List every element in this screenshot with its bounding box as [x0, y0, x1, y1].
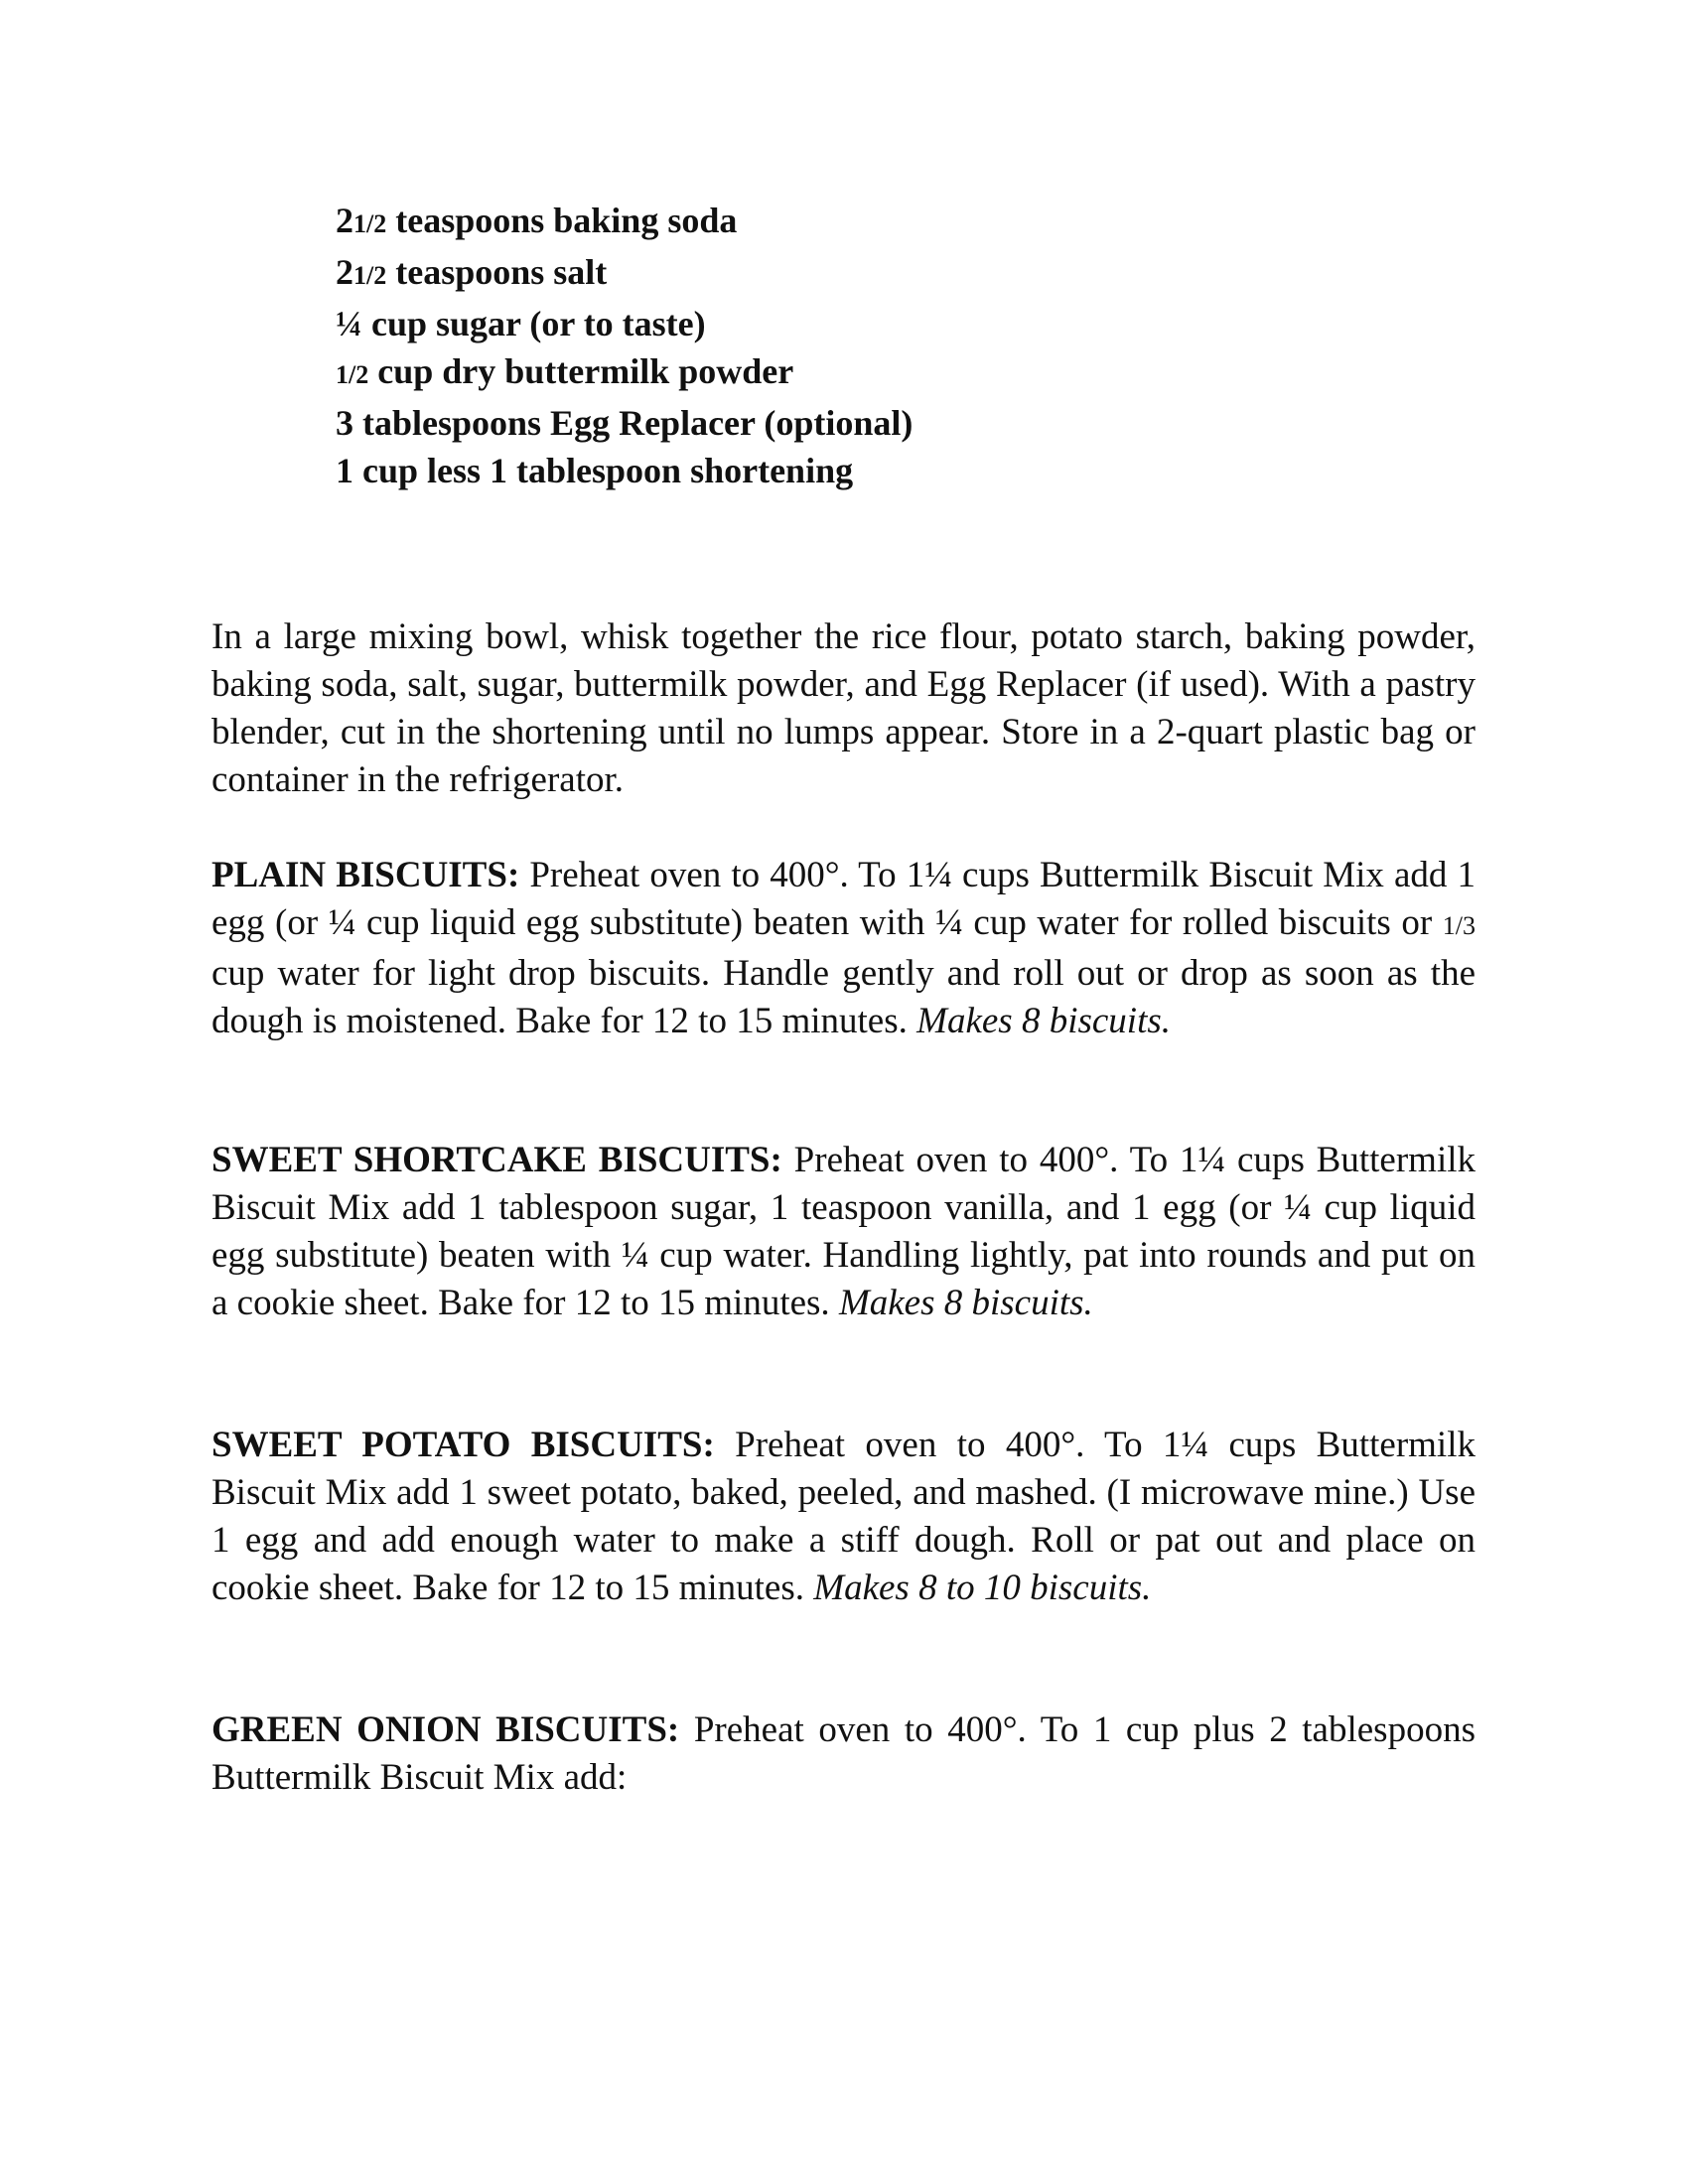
ingredient-text: tablespoons Egg Replacer (optional)	[353, 403, 914, 443]
sweet-potato-yield: Makes 8 to 10 biscuits.	[813, 1568, 1152, 1608]
green-onion-paragraph	[211, 1706, 1476, 1802]
ingredient-text: cup sugar (or to taste)	[362, 304, 706, 343]
sweet-shortcake-text: Preheat oven to 400°. To 1¼ cups Buttermilk Biscuit Mix add 1 tablespoon sugar, 1 teaspoon vanilla, and 1 egg (or ¼ cup liquid egg substitute) beaten with ¼ cup water. Handling lightly, pat into rounds and put on a cookie sheet. Bake for 12 to 15 minutes.	[211, 1140, 1477, 1323]
ingredient-item	[336, 248, 1428, 300]
ingredient-quantity: ¼	[336, 304, 362, 343]
mixing-instructions: In a large mixing bowl, whisk together the rice flour, potato starch, baking powder, baking soda, salt, sugar, buttermilk powder, and Egg Replacer (if used). With a pastry blender, cut in the shortening until no lumps appear. Store in a 2-quart plastic bag or container in the refrigerator.	[211, 616, 1476, 800]
ingredient-list	[336, 197, 1428, 494]
ingredient-text: cup less 1 tablespoon shortening	[353, 451, 854, 490]
ingredient-quantity: 21/2	[336, 201, 387, 240]
plain-biscuits-paragraph	[211, 852, 1476, 1045]
plain-biscuits-fraction: 1/3	[1442, 911, 1476, 940]
plain-biscuits-yield: Makes 8 biscuits.	[916, 1001, 1171, 1041]
ingredient-item	[336, 197, 1428, 248]
ingredient-item	[336, 447, 1428, 494]
green-onion-text: Preheat oven to 400°. To 1 cup plus 2 tablespoons Buttermilk Biscuit Mix add:	[211, 1709, 1476, 1798]
ingredient-item	[336, 399, 1428, 447]
ingredient-text: cup dry buttermilk powder	[368, 351, 794, 391]
ingredient-quantity: 1	[336, 451, 353, 490]
sweet-potato-paragraph	[211, 1422, 1476, 1612]
plain-biscuits-text-a: Preheat oven to 400°. To 1¼ cups Buttermilk Biscuit Mix add 1 egg (or ¼ cup liquid egg substitute) beaten with ¼ cup water for rolled biscuits or	[211, 855, 1476, 943]
ingredient-text: teaspoons baking soda	[386, 201, 738, 240]
ingredient-text: teaspoons salt	[386, 252, 608, 292]
sweet-shortcake-heading: SWEET SHORTCAKE BISCUITS:	[211, 1140, 782, 1180]
green-onion-heading: GREEN ONION BISCUITS:	[211, 1709, 680, 1750]
sweet-potato-text: Preheat oven to 400°. To 1¼ cups Buttermilk Biscuit Mix add 1 sweet potato, baked, peeled, and mashed. (I microwave mine.) Use 1 egg and add enough water to make a stiff dough. Roll or pat out and place on cookie sheet. Bake for 12 to 15 minutes.	[211, 1425, 1476, 1608]
ingredient-item	[336, 347, 1428, 399]
sweet-potato-heading: SWEET POTATO BISCUITS:	[211, 1425, 715, 1465]
sweet-shortcake-yield: Makes 8 biscuits.	[838, 1283, 1093, 1323]
ingredient-quantity: 3	[336, 403, 353, 443]
ingredient-item	[336, 300, 1428, 347]
ingredient-quantity: 1/2	[336, 360, 369, 389]
sweet-shortcake-paragraph	[211, 1137, 1476, 1327]
plain-biscuits-text-b: cup water for light drop biscuits. Handle gently and roll out or drop as soon as the dough is moistened. Bake for 12 to 15 minutes.	[211, 953, 1476, 1041]
plain-biscuits-heading: PLAIN BISCUITS:	[211, 855, 520, 895]
ingredient-quantity: 21/2	[336, 252, 387, 292]
